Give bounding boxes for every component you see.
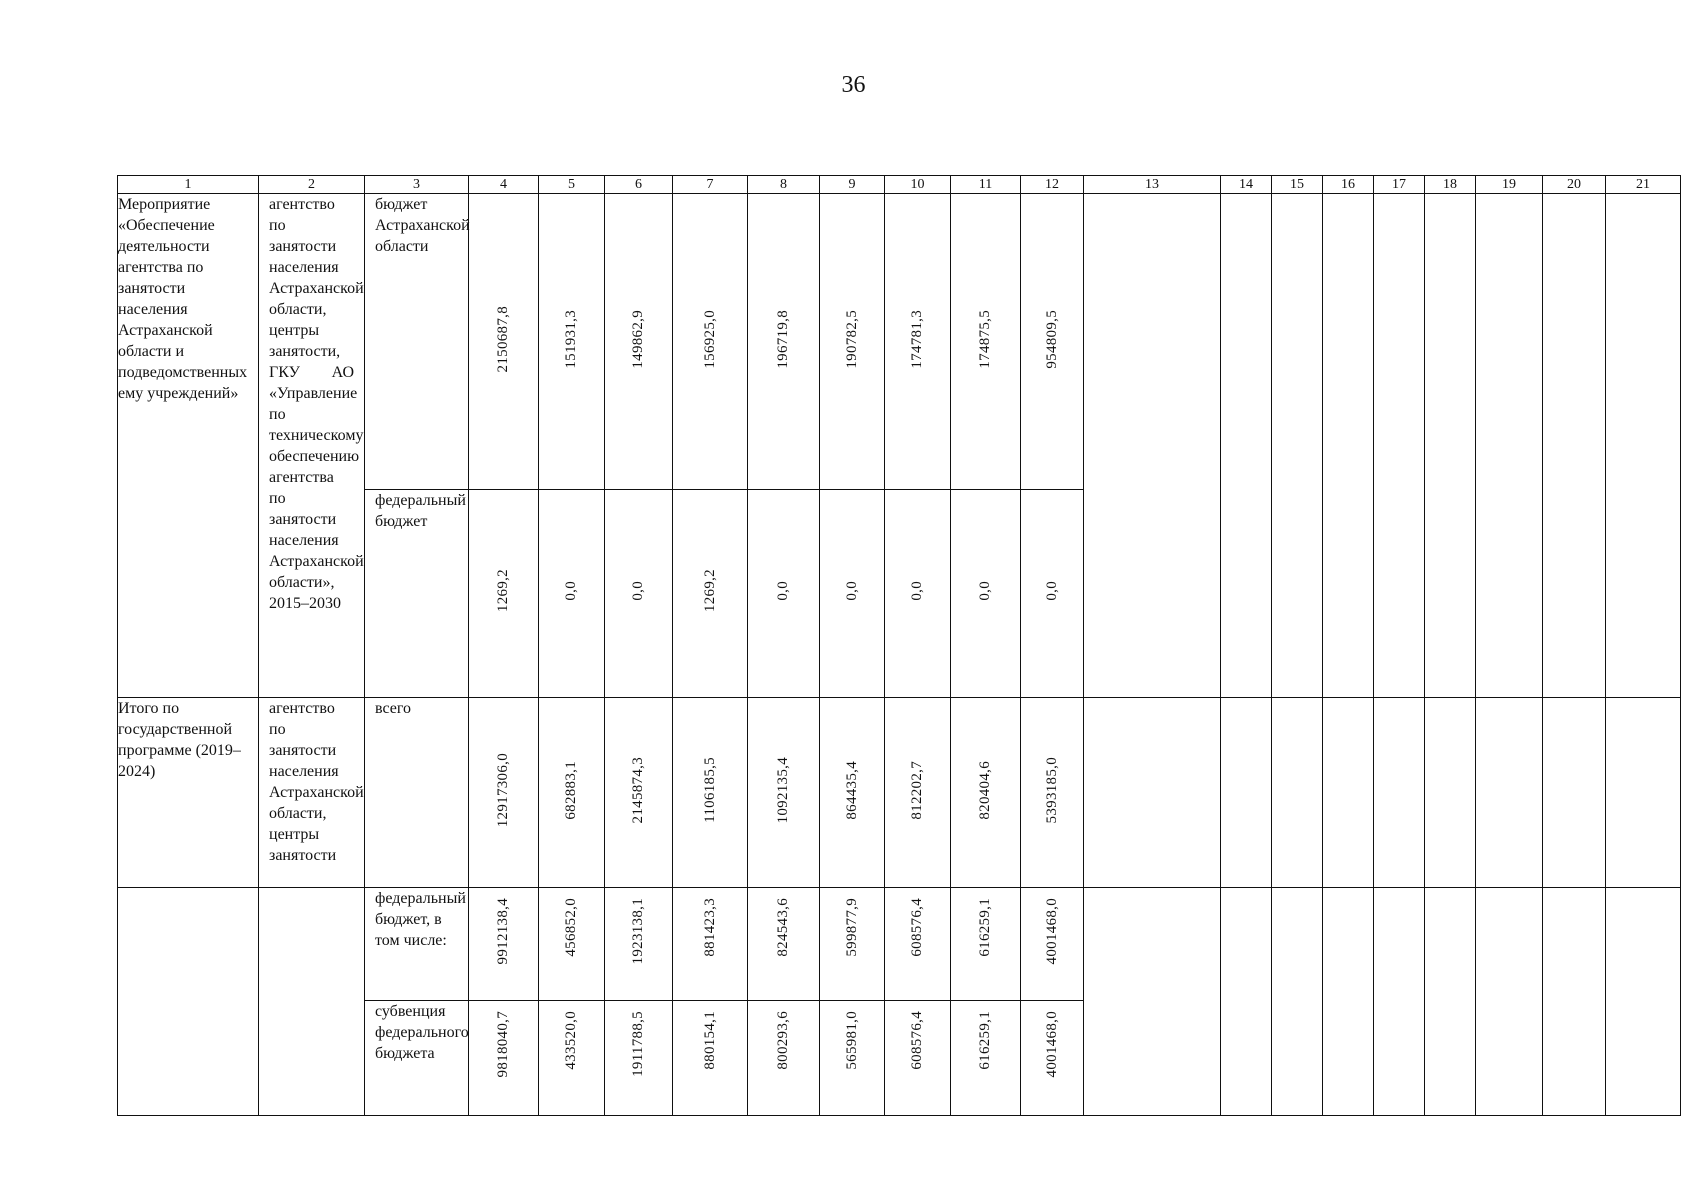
empty-cell <box>259 888 365 1116</box>
column-number: 8 <box>748 176 820 194</box>
column-number: 20 <box>1543 176 1606 194</box>
empty-cell <box>1425 698 1476 888</box>
column-number: 7 <box>673 176 748 194</box>
value-cell: 616259,1 <box>977 898 993 957</box>
event-executor: агентство по занятости населения Астраханской области, центры занятости, ГКУ АО «Управление по техническому обеспечению агентства по занятости населения Астраханской области», 2015–2030 <box>259 194 365 698</box>
value-cell: 174781,3 <box>909 309 925 369</box>
value-cell: 196719,8 <box>775 309 791 369</box>
value-cell: 616259,1 <box>977 1011 993 1070</box>
table-row <box>118 698 1681 888</box>
value-cell: 2145874,3 <box>630 756 646 824</box>
empty-cell <box>1425 888 1476 1116</box>
empty-cell <box>1084 888 1221 1116</box>
value-cell: 9912138,4 <box>495 898 511 965</box>
value-cell: 682883,1 <box>563 760 579 820</box>
funding-source: всего <box>365 698 469 888</box>
value-cell: 0,0 <box>775 581 791 601</box>
value-cell: 149862,9 <box>630 309 646 369</box>
value-cell: 156925,0 <box>701 309 718 369</box>
funding-source: федеральный бюджет, в том числе: <box>365 888 469 1001</box>
empty-cell <box>1543 698 1606 888</box>
empty-cell <box>1323 194 1374 698</box>
value-cell: 2150687,8 <box>495 305 511 373</box>
value-cell: 1269,2 <box>495 569 511 613</box>
table-row <box>118 194 1681 490</box>
empty-cell <box>1084 698 1221 888</box>
column-number: 5 <box>539 176 605 194</box>
value-cell: 0,0 <box>977 581 993 601</box>
budget-table <box>117 175 1681 1116</box>
column-number: 16 <box>1323 176 1374 194</box>
value-cell: 174875,5 <box>977 309 993 369</box>
column-number: 10 <box>885 176 951 194</box>
empty-cell <box>1221 888 1272 1116</box>
funding-source: бюджет Астраханской области <box>365 194 469 490</box>
value-cell: 1911788,5 <box>630 1011 646 1077</box>
value-cell: 824543,6 <box>775 898 791 957</box>
value-cell: 599877,9 <box>843 898 860 957</box>
value-cell: 880154,1 <box>701 1011 718 1070</box>
value-cell: 1092135,4 <box>775 756 791 824</box>
column-number: 17 <box>1374 176 1425 194</box>
column-number: 6 <box>605 176 673 194</box>
value-cell: 190782,5 <box>843 309 860 369</box>
empty-cell <box>1476 194 1543 698</box>
value-cell: 0,0 <box>909 581 925 601</box>
value-cell: 0,0 <box>843 581 860 601</box>
empty-cell <box>1374 888 1425 1116</box>
event-name: Мероприятие «Обеспечение деятельности агентства по занятости населения Астраханской области и подведомственных ему учреждений» <box>118 194 259 698</box>
empty-cell <box>1323 698 1374 888</box>
value-cell: 0,0 <box>563 581 579 601</box>
empty-cell <box>1476 698 1543 888</box>
value-cell: 12917306,0 <box>495 752 511 828</box>
column-number: 18 <box>1425 176 1476 194</box>
column-number: 4 <box>469 176 539 194</box>
value-cell: 608576,4 <box>909 898 925 957</box>
empty-cell <box>1606 194 1681 698</box>
column-number: 9 <box>820 176 885 194</box>
empty-cell <box>1084 194 1221 698</box>
column-number: 2 <box>259 176 365 194</box>
empty-cell <box>1606 698 1681 888</box>
value-cell: 812202,7 <box>909 760 925 820</box>
funding-source: федеральный бюджет <box>365 490 469 698</box>
value-cell: 1269,2 <box>701 569 718 613</box>
empty-cell <box>1272 888 1323 1116</box>
value-cell: 608576,4 <box>909 1011 925 1070</box>
value-cell: 4001468,0 <box>1043 1011 1060 1078</box>
value-cell: 0,0 <box>1043 581 1060 601</box>
empty-cell <box>1221 194 1272 698</box>
empty-cell <box>1425 194 1476 698</box>
value-cell: 1923138,1 <box>630 898 646 965</box>
empty-cell <box>1323 888 1374 1116</box>
funding-source: субвенция федерального бюджета <box>365 1001 469 1116</box>
column-number: 21 <box>1606 176 1681 194</box>
column-number: 15 <box>1272 176 1323 194</box>
column-number: 13 <box>1084 176 1221 194</box>
column-number: 11 <box>951 176 1021 194</box>
empty-cell <box>1543 888 1606 1116</box>
column-number-row <box>118 176 1681 194</box>
column-number: 14 <box>1221 176 1272 194</box>
empty-cell <box>1374 194 1425 698</box>
total-name: Итого по государственной программе (2019–2024) <box>118 698 259 888</box>
page-number: 36 <box>841 72 866 98</box>
value-cell: 864435,4 <box>843 760 860 820</box>
value-cell: 820404,6 <box>977 760 993 820</box>
empty-cell <box>1272 194 1323 698</box>
empty-cell <box>1374 698 1425 888</box>
value-cell: 5393185,0 <box>1043 756 1060 824</box>
value-cell: 4001468,0 <box>1043 898 1060 965</box>
value-cell: 800293,6 <box>775 1011 791 1070</box>
value-cell: 433520,0 <box>563 1011 579 1070</box>
value-cell: 881423,3 <box>701 898 718 957</box>
empty-cell <box>1221 698 1272 888</box>
column-number: 3 <box>365 176 469 194</box>
value-cell: 0,0 <box>630 581 646 601</box>
value-cell: 954809,5 <box>1043 309 1060 369</box>
value-cell: 151931,3 <box>563 309 579 369</box>
column-number: 19 <box>1476 176 1543 194</box>
empty-cell <box>1606 888 1681 1116</box>
column-number: 1 <box>118 176 259 194</box>
table-row <box>118 888 1681 1001</box>
total-executor: агентство по занятости населения Астраханской области, центры занятости <box>259 698 365 888</box>
value-cell: 1106185,5 <box>701 757 718 823</box>
empty-cell <box>118 888 259 1116</box>
empty-cell <box>1543 194 1606 698</box>
column-number: 12 <box>1021 176 1084 194</box>
value-cell: 9818040,7 <box>495 1011 511 1078</box>
empty-cell <box>1272 698 1323 888</box>
value-cell: 565981,0 <box>843 1011 860 1070</box>
empty-cell <box>1476 888 1543 1116</box>
value-cell: 456852,0 <box>563 898 579 957</box>
